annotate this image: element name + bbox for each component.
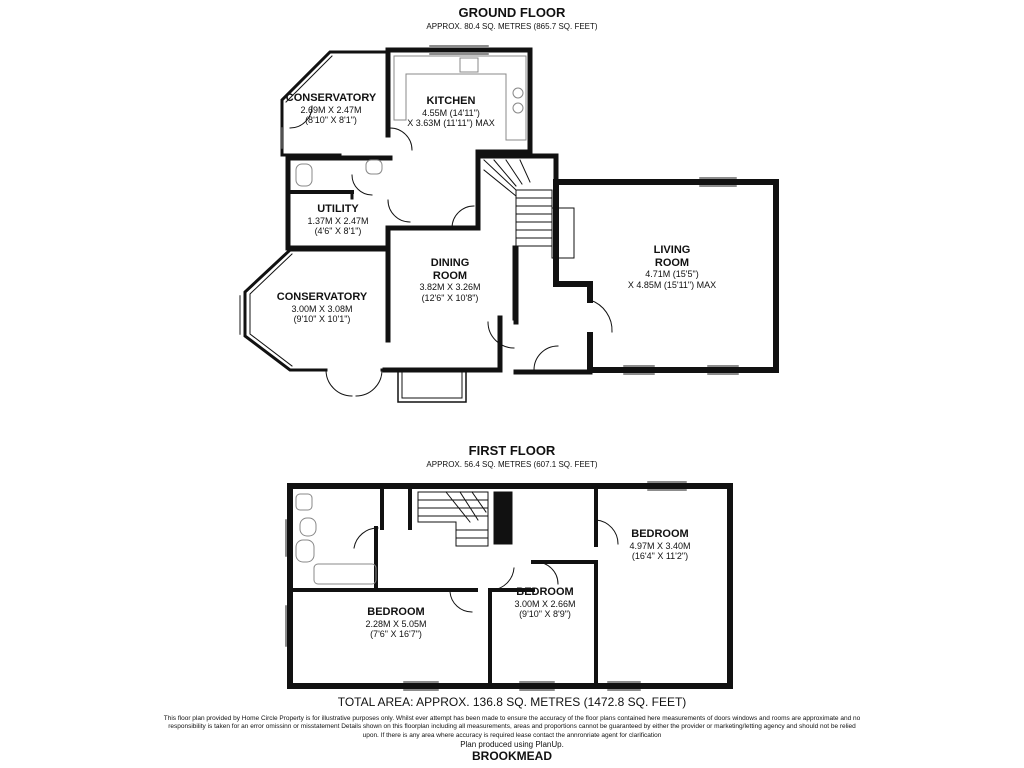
room-dims-imperial: (4'6" X 8'1") <box>314 225 362 236</box>
room-name-line-1: DINING <box>430 257 470 269</box>
total-area: TOTAL AREA: APPROX. 136.8 SQ. METRES (1472.8 SQ. FEET) <box>337 695 687 709</box>
room-label-living <box>612 244 732 290</box>
ground-floor-title: GROUND FLOOR <box>458 5 566 20</box>
chimney <box>494 492 512 544</box>
room-label-utility <box>298 203 378 236</box>
room-dims-imperial: (12'6" X 10'8") <box>421 292 479 303</box>
produced-by-text: Plan produced using PlanUp. <box>460 740 564 749</box>
room-name-line-2: ROOM <box>432 269 468 282</box>
first-staircase <box>418 492 488 546</box>
room-dims-max: X 3.63M (11'11") MAX <box>407 117 495 128</box>
dining-walls <box>388 152 478 228</box>
room-name: CONSERVATORY <box>276 291 368 303</box>
room-dims: 2.28M X 5.05M <box>365 618 427 629</box>
ground-staircase <box>484 160 574 258</box>
room-label-dining <box>400 257 500 303</box>
disclaimer-text: This floor plan provided by Home Circle Property is for illustrative purposes only. Whilst ever attempt has been made to ensure the accuracy of the floor plans contained here measurements of doors windows and rooms are approximate and no responsibility is taken for an error omissinn or misstatement Details shown on this floorplan including all measurements, areas and proportions cannot be guaranteed by either the provider or marketing/letting agency and should not be relied upon. If there is any area where accuracy is required lease contact the annronriate agent for clarification <box>163 715 861 739</box>
dining-bottom-wall <box>385 318 500 370</box>
room-dims-imperial: (8'10" X 8'1") <box>305 114 357 125</box>
room-label-bedroom-left <box>346 606 446 639</box>
room-dims: 4.71M (15'5") <box>645 269 699 280</box>
room-dims: 1.37M X 2.47M <box>307 215 369 226</box>
room-name: KITCHEN <box>426 95 476 107</box>
room-name: BEDROOM <box>516 586 574 598</box>
room-dims: 4.55M (14'11") <box>422 107 480 118</box>
room-dims-imperial: (7'6" X 16'7") <box>370 628 422 639</box>
room-label-bedroom-large <box>610 528 710 561</box>
room-dims: 2.69M X 2.47M <box>300 104 362 115</box>
room-dims: 3.00M X 3.08M <box>291 303 353 314</box>
bathroom-fixtures <box>296 494 376 584</box>
first-floor-area: APPROX. 56.4 SQ. METRES (607.1 SQ. FEET) <box>426 460 598 469</box>
room-name: CONSERVATORY <box>285 92 377 104</box>
room-label-conservatory-bottom <box>262 291 382 324</box>
room-dims-imperial: (16'4" X 11'2") <box>631 550 689 561</box>
room-name-line-1: LIVING <box>653 244 691 256</box>
room-dims: 4.97M X 3.40M <box>629 540 691 551</box>
bathroom-walls <box>290 486 382 590</box>
ground-floor-area: APPROX. 80.4 SQ. METRES (865.7 SQ. FEET) <box>426 22 598 31</box>
property-name: BROOKMEAD <box>472 749 552 763</box>
first-floor-title: FIRST FLOOR <box>468 443 556 458</box>
room-dims-max: X 4.85M (15'11") MAX <box>627 279 717 290</box>
room-name: BEDROOM <box>631 528 689 540</box>
room-dims-imperial: (9'10" X 8'9") <box>519 608 571 619</box>
living-left-wall <box>556 182 590 370</box>
room-dims: 3.82M X 3.26M <box>419 282 481 293</box>
first-windows <box>286 482 686 690</box>
room-dims-imperial: (9'10" X 10'1") <box>293 313 351 324</box>
room-label-kitchen <box>396 95 506 128</box>
room-name: BEDROOM <box>367 606 425 618</box>
room-label-conservatory-top <box>276 92 386 125</box>
room-name: UTILITY <box>317 203 359 215</box>
bay-window-inner <box>402 372 462 398</box>
room-dims: 3.00M X 2.66M <box>514 598 576 609</box>
room-label-bedroom-middle <box>500 586 590 619</box>
room-name-line-2: ROOM <box>654 256 690 269</box>
